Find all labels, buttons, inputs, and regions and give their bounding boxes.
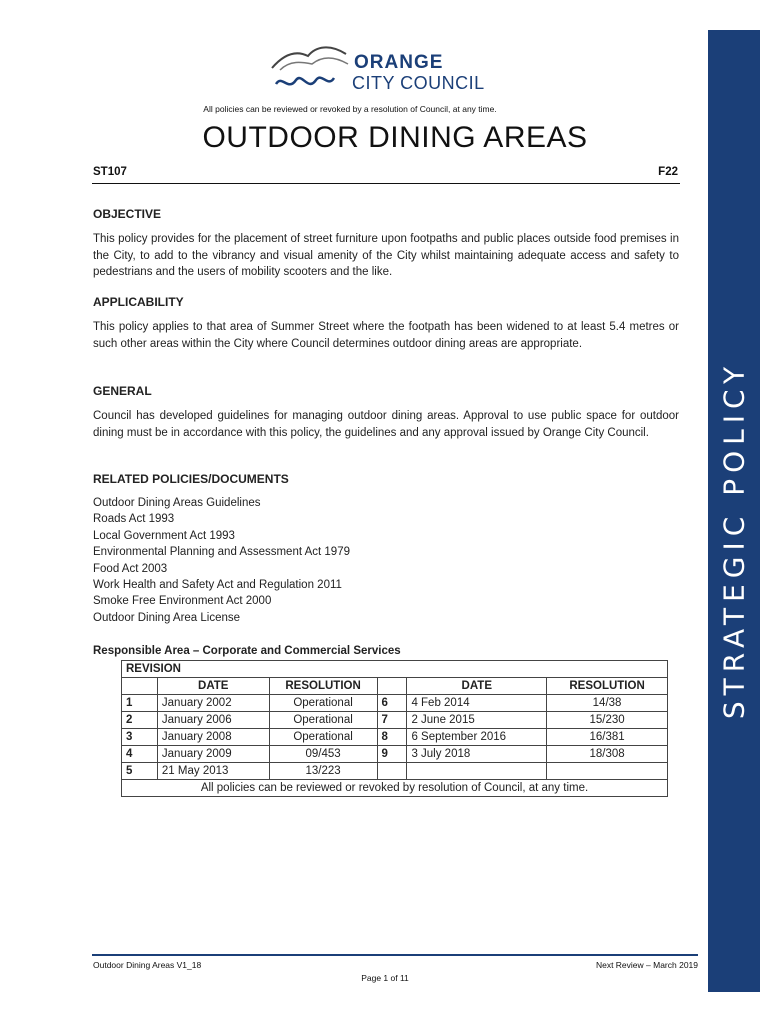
list-item: Environmental Planning and Assessment Act 1979 <box>93 546 350 559</box>
column-header: DATE <box>407 678 547 695</box>
revision-label: REVISION <box>122 661 668 678</box>
footer-doc-version: Outdoor Dining Areas V1_18 <box>93 960 202 970</box>
table-header-row <box>122 678 668 695</box>
council-logo <box>268 40 528 102</box>
responsible-area: Responsible Area – Corporate and Commercial Services <box>93 645 401 657</box>
strategic-policy-sidebar <box>708 30 760 992</box>
related-documents-list <box>93 495 350 626</box>
list-item: Local Government Act 1993 <box>93 529 235 542</box>
header-disclaimer: All policies can be reviewed or revoked by a resolution of Council, at any time. <box>203 104 497 114</box>
column-header: DATE <box>157 678 269 695</box>
list-item: Outdoor Dining Areas Guidelines <box>93 497 261 509</box>
file-code: F22 <box>658 166 678 178</box>
objective-text: This policy provides for the placement of street furniture upon footpaths and public places outside food premises in the City, to add to the vibrancy and visual amenity of the City whilst maintaining adequate access and safety to pedestrians and the users of mobility scooters and the like. <box>93 233 679 278</box>
applicability-text: This policy applies to that area of Summer Street where the footpath has been widened to at least 5.4 metres or such other areas within the City where Council determines outdoor dining areas are appropriate. <box>93 321 679 350</box>
logo-line-orange: ORANGE <box>354 52 444 73</box>
footer-next-review: Next Review – March 2019 <box>595 960 698 970</box>
list-item: Roads Act 1993 <box>93 513 175 526</box>
footer-divider <box>92 954 698 956</box>
page-number: Page 1 of 11 <box>361 973 409 983</box>
table-row <box>122 780 668 797</box>
table-row <box>122 661 668 678</box>
header-divider <box>92 183 680 184</box>
mountain-river-logo-icon <box>268 40 354 100</box>
list-item: Outdoor Dining Area License <box>93 611 241 624</box>
sidebar-label: STRATEGIC POLICY <box>717 360 751 720</box>
table-row: 4 January 2009 09/453 9 3 July 2018 18/308 <box>122 746 668 763</box>
policy-code: ST107 <box>93 166 127 178</box>
table-row: 1 January 2002 Operational 6 4 Feb 2014 14/38 <box>122 695 668 712</box>
page-title: OUTDOOR DINING AREAS <box>202 121 588 154</box>
related-heading: RELATED POLICIES/DOCUMENTS <box>93 472 289 486</box>
objective-heading: OBJECTIVE <box>93 207 162 221</box>
logo-line-city-council: CITY COUNCIL <box>352 73 485 93</box>
list-item: Food Act 2003 <box>93 562 168 575</box>
revision-footnote: All policies can be reviewed or revoked by resolution of Council, at any time. <box>122 780 668 797</box>
general-heading: GENERAL <box>93 384 152 398</box>
general-text: Council has developed guidelines for managing outdoor dining areas. Approval to use public space for outdoor dining must be in accordance with this policy, the guidelines and any approval issued by Orange City Council. <box>93 410 679 439</box>
revision-table <box>121 660 668 797</box>
list-item: Smoke Free Environment Act 2000 <box>93 595 272 608</box>
table-row: 5 21 May 2013 13/223 <box>122 763 668 780</box>
table-row: 2 January 2006 Operational 7 2 June 2015 15/230 <box>122 712 668 729</box>
column-header: RESOLUTION <box>269 678 377 695</box>
applicability-heading: APPLICABILITY <box>93 295 184 309</box>
list-item: Work Health and Safety Act and Regulation 2011 <box>93 579 342 592</box>
column-header: RESOLUTION <box>547 678 668 695</box>
table-row: 3 January 2008 Operational 8 6 September 2016 16/381 <box>122 729 668 746</box>
